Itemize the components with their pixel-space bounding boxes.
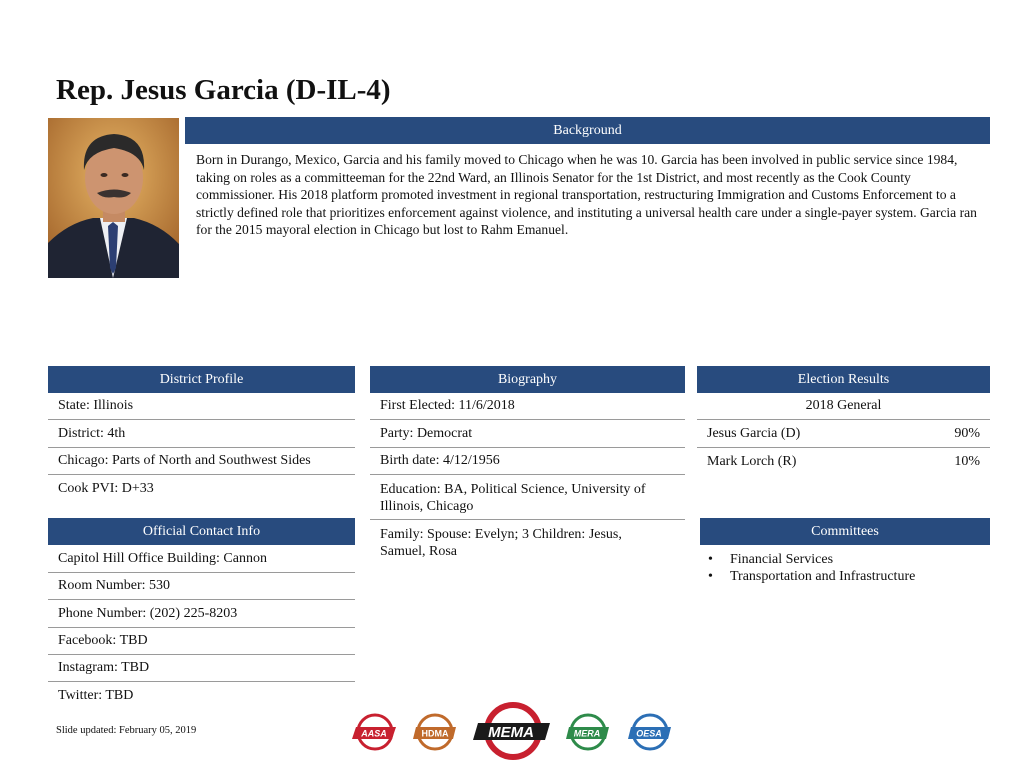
committees-header: Committees — [700, 518, 990, 545]
district-pvi-row: Cook PVI: D+33 — [58, 481, 154, 496]
mema-logo — [473, 705, 550, 757]
mera-logo — [566, 715, 609, 749]
biography-header: Biography — [370, 366, 685, 393]
bio-family-row: Family: Spouse: Evelyn; 3 Children: Jesus, Samuel, Rosa — [380, 527, 622, 559]
page-title: Rep. Jesus Garcia (D-IL-4) — [56, 74, 391, 106]
contact-instagram-row: Instagram: TBD — [48, 655, 355, 682]
contact-facebook-row: Facebook: TBD — [48, 628, 355, 655]
contact-phone-row: Phone Number: (202) 225-8203 — [48, 600, 355, 628]
background-header: Background — [185, 117, 990, 144]
election-subheader: 2018 General — [697, 393, 990, 420]
contact-twitter-row: Twitter: TBD — [58, 688, 134, 703]
bio-education-row: Education: BA, Political Science, University of Illinois, Chicago — [370, 475, 685, 520]
district-state-row: State: Illinois — [48, 393, 355, 420]
contact-building-row: Capitol Hill Office Building: Cannon — [48, 545, 355, 573]
candidate-pct: 90% — [954, 425, 980, 441]
portrait-photo — [48, 118, 179, 278]
committee-item: • Financial Services — [708, 552, 834, 567]
aasa-logo — [352, 715, 396, 749]
svg-text:MERA: MERA — [573, 728, 601, 739]
election-results-header: Election Results — [697, 366, 990, 393]
bio-birth-row: Birth date: 4/12/1956 — [370, 448, 685, 475]
association-logos — [350, 700, 680, 762]
bio-first-elected-row: First Elected: 11/6/2018 — [370, 393, 685, 420]
candidate-name: Jesus Garcia (D) — [707, 425, 801, 441]
district-area-row: Chicago: Parts of North and Southwest Sides — [48, 448, 355, 475]
election-row — [697, 420, 990, 448]
candidate-name: Mark Lorch (R) — [707, 453, 797, 469]
svg-text:HDMA: HDMA — [421, 728, 449, 739]
committees-list — [708, 551, 915, 585]
district-profile-header: District Profile — [48, 366, 355, 393]
slide-updated-note: Slide updated: February 05, 2019 — [56, 725, 197, 736]
svg-text:AASA: AASA — [361, 728, 387, 739]
oesa-logo — [628, 715, 671, 749]
contact-room-row: Room Number: 530 — [48, 573, 355, 600]
svg-text:OESA: OESA — [636, 728, 662, 739]
election-row — [697, 448, 990, 475]
committee-item: • Transportation and Infrastructure — [708, 569, 916, 584]
contact-header: Official Contact Info — [48, 518, 355, 545]
background-text: Born in Durango, Mexico, Garcia and his family moved to Chicago when he was 10. Garcia has been involved in public service since 1984, taking on roles as a committeeman for the 22nd Ward, an Illinois Senator for the 1st District, and most recently as the Cook County commissioner. His 2018 platform promoted investment in regional transportation, restructuring Immigration and Customs Enforcement to a strictly defined role that prioritizes enforcement against violence, and instituting a universal health care under a single-payer system. Garcia ran for the 2015 mayoral election in Chicago but lost to Rahm Emanuel. — [196, 152, 977, 237]
bio-party-row: Party: Democrat — [370, 420, 685, 448]
district-number-row: District: 4th — [48, 420, 355, 448]
candidate-pct: 10% — [954, 453, 980, 469]
svg-text:MEMA: MEMA — [488, 724, 534, 741]
hdma-logo — [413, 715, 456, 749]
